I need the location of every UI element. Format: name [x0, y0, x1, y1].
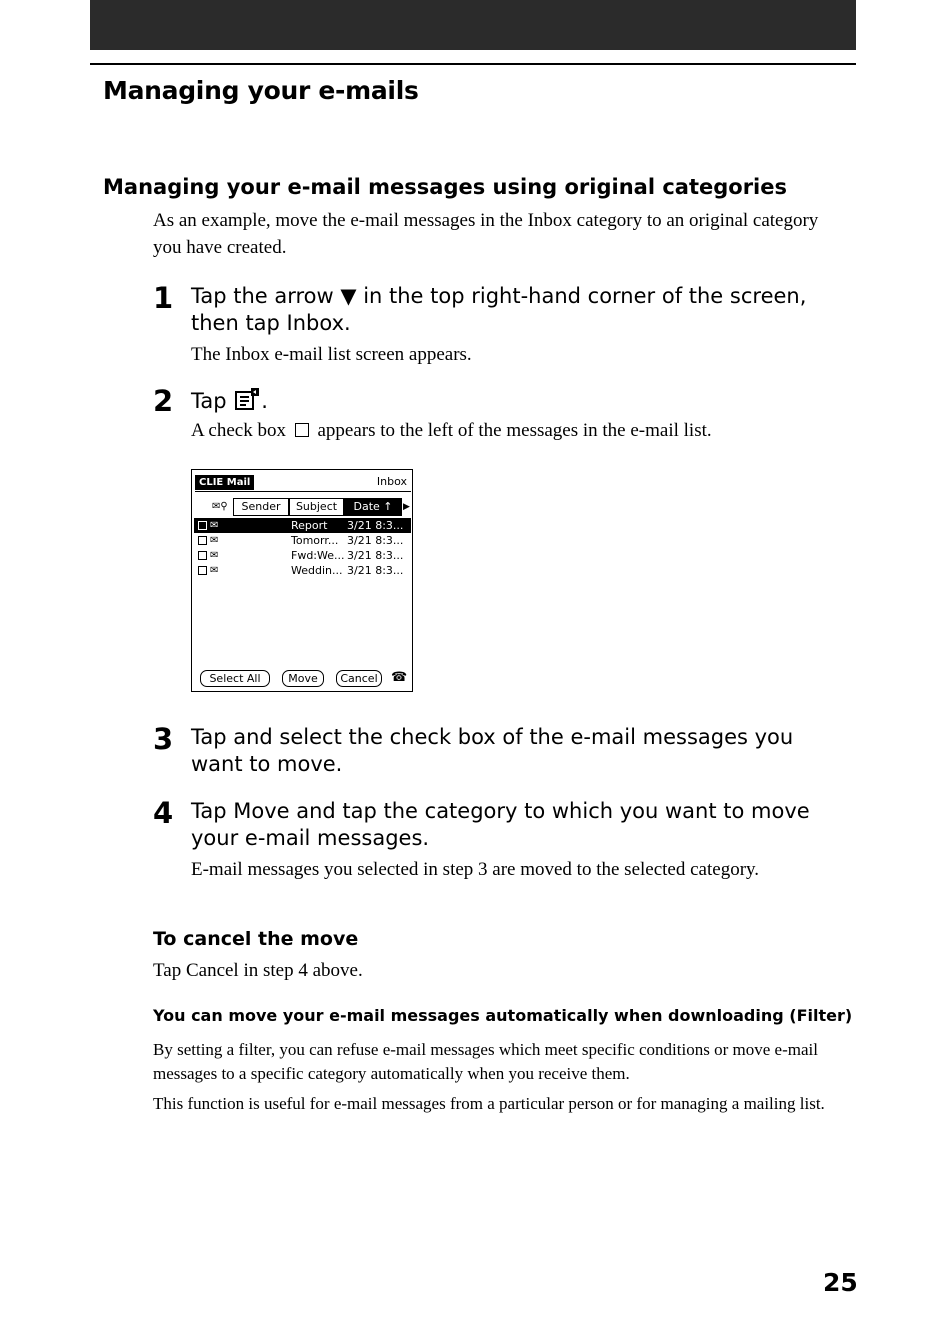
email-date: 3/21 8:3... — [347, 519, 404, 532]
cancel-text: Tap Cancel in step 4 above. — [153, 960, 363, 981]
section-heading: Managing your e-mail messages using original categories — [103, 175, 787, 199]
email-row[interactable] — [194, 533, 411, 548]
envelope-icon: ✉ — [210, 565, 219, 576]
email-subject: Fwd:We... — [291, 549, 345, 562]
envelope-attachment-icon: ✉⚲ — [212, 501, 228, 512]
step-subtext: A check box appears to the left of the messages in the e-mail list. — [191, 420, 712, 441]
title-rule — [195, 491, 411, 492]
select-mode-icon — [233, 386, 261, 412]
app-title: CLIE Mail — [195, 475, 254, 490]
step-number: 2 — [153, 384, 174, 418]
header-rule — [90, 63, 856, 65]
category-selector[interactable]: Inbox — [376, 475, 407, 488]
step-text: Tap . — [191, 386, 841, 415]
intro-text: As an example, move the e-mail messages in the Inbox category to an original category you have created. — [153, 210, 819, 258]
page-number: 25 — [823, 1268, 858, 1297]
email-row[interactable] — [194, 548, 411, 563]
step-text: Tap the arrow ▼ in the top right-hand corner of the screen, then tap Inbox. — [191, 284, 807, 335]
page-title: Managing your e-mails — [103, 76, 419, 105]
step-number: 3 — [153, 722, 174, 756]
step-text: Tap Move and tap the category to which you want to move your e-mail messages. — [191, 799, 810, 850]
email-date: 3/21 8:3... — [347, 534, 404, 547]
envelope-icon: ✉ — [210, 550, 219, 561]
select-all-button[interactable]: Select All — [200, 670, 270, 687]
step-text: Tap and select the check box of the e-mail messages you want to move. — [191, 725, 794, 776]
column-date[interactable]: Date ↑ — [344, 498, 402, 516]
filter-heading: You can move your e-mail messages automatically when downloading (Filter) — [153, 1006, 853, 1025]
email-subject: Weddin... — [291, 564, 343, 577]
filter-paragraph: This function is useful for e-mail messages from a particular person or for managing a mailing list. — [153, 1094, 825, 1113]
phone-icon[interactable]: ☎ — [391, 670, 408, 685]
cancel-heading: To cancel the move — [153, 928, 359, 950]
email-row[interactable] — [194, 518, 411, 533]
email-subject: Tomorr... — [291, 534, 339, 547]
step-subtext: The Inbox e-mail list screen appears. — [191, 344, 472, 365]
email-date: 3/21 8:3... — [347, 564, 404, 577]
column-sender[interactable]: Sender — [233, 498, 289, 516]
filter-paragraph: By setting a filter, you can refuse e-mail messages which meet specific conditions or move e-mail messages to a specific category automatically when you receive them. — [153, 1040, 818, 1083]
header-bar — [90, 0, 856, 50]
checkbox[interactable] — [198, 521, 207, 530]
move-button[interactable]: Move — [282, 670, 324, 687]
envelope-icon: ✉ — [210, 520, 219, 531]
envelope-icon: ✉ — [210, 535, 219, 546]
step-subtext: E-mail messages you selected in step 3 are moved to the selected category. — [191, 859, 760, 880]
email-subject: Report — [291, 519, 328, 532]
scroll-arrow-icon[interactable]: ▶ — [403, 502, 410, 512]
email-row[interactable] — [194, 563, 411, 578]
step-number: 1 — [153, 281, 174, 315]
cancel-button[interactable]: Cancel — [336, 670, 382, 687]
checkbox[interactable] — [198, 551, 207, 560]
step-number: 4 — [153, 796, 174, 830]
email-date: 3/21 8:3... — [347, 549, 404, 562]
checkbox[interactable] — [198, 536, 207, 545]
checkbox[interactable] — [198, 566, 207, 575]
checkbox-icon — [295, 423, 309, 437]
email-list — [194, 518, 411, 578]
column-subject[interactable]: Subject — [289, 498, 344, 516]
device-screenshot — [191, 469, 413, 692]
